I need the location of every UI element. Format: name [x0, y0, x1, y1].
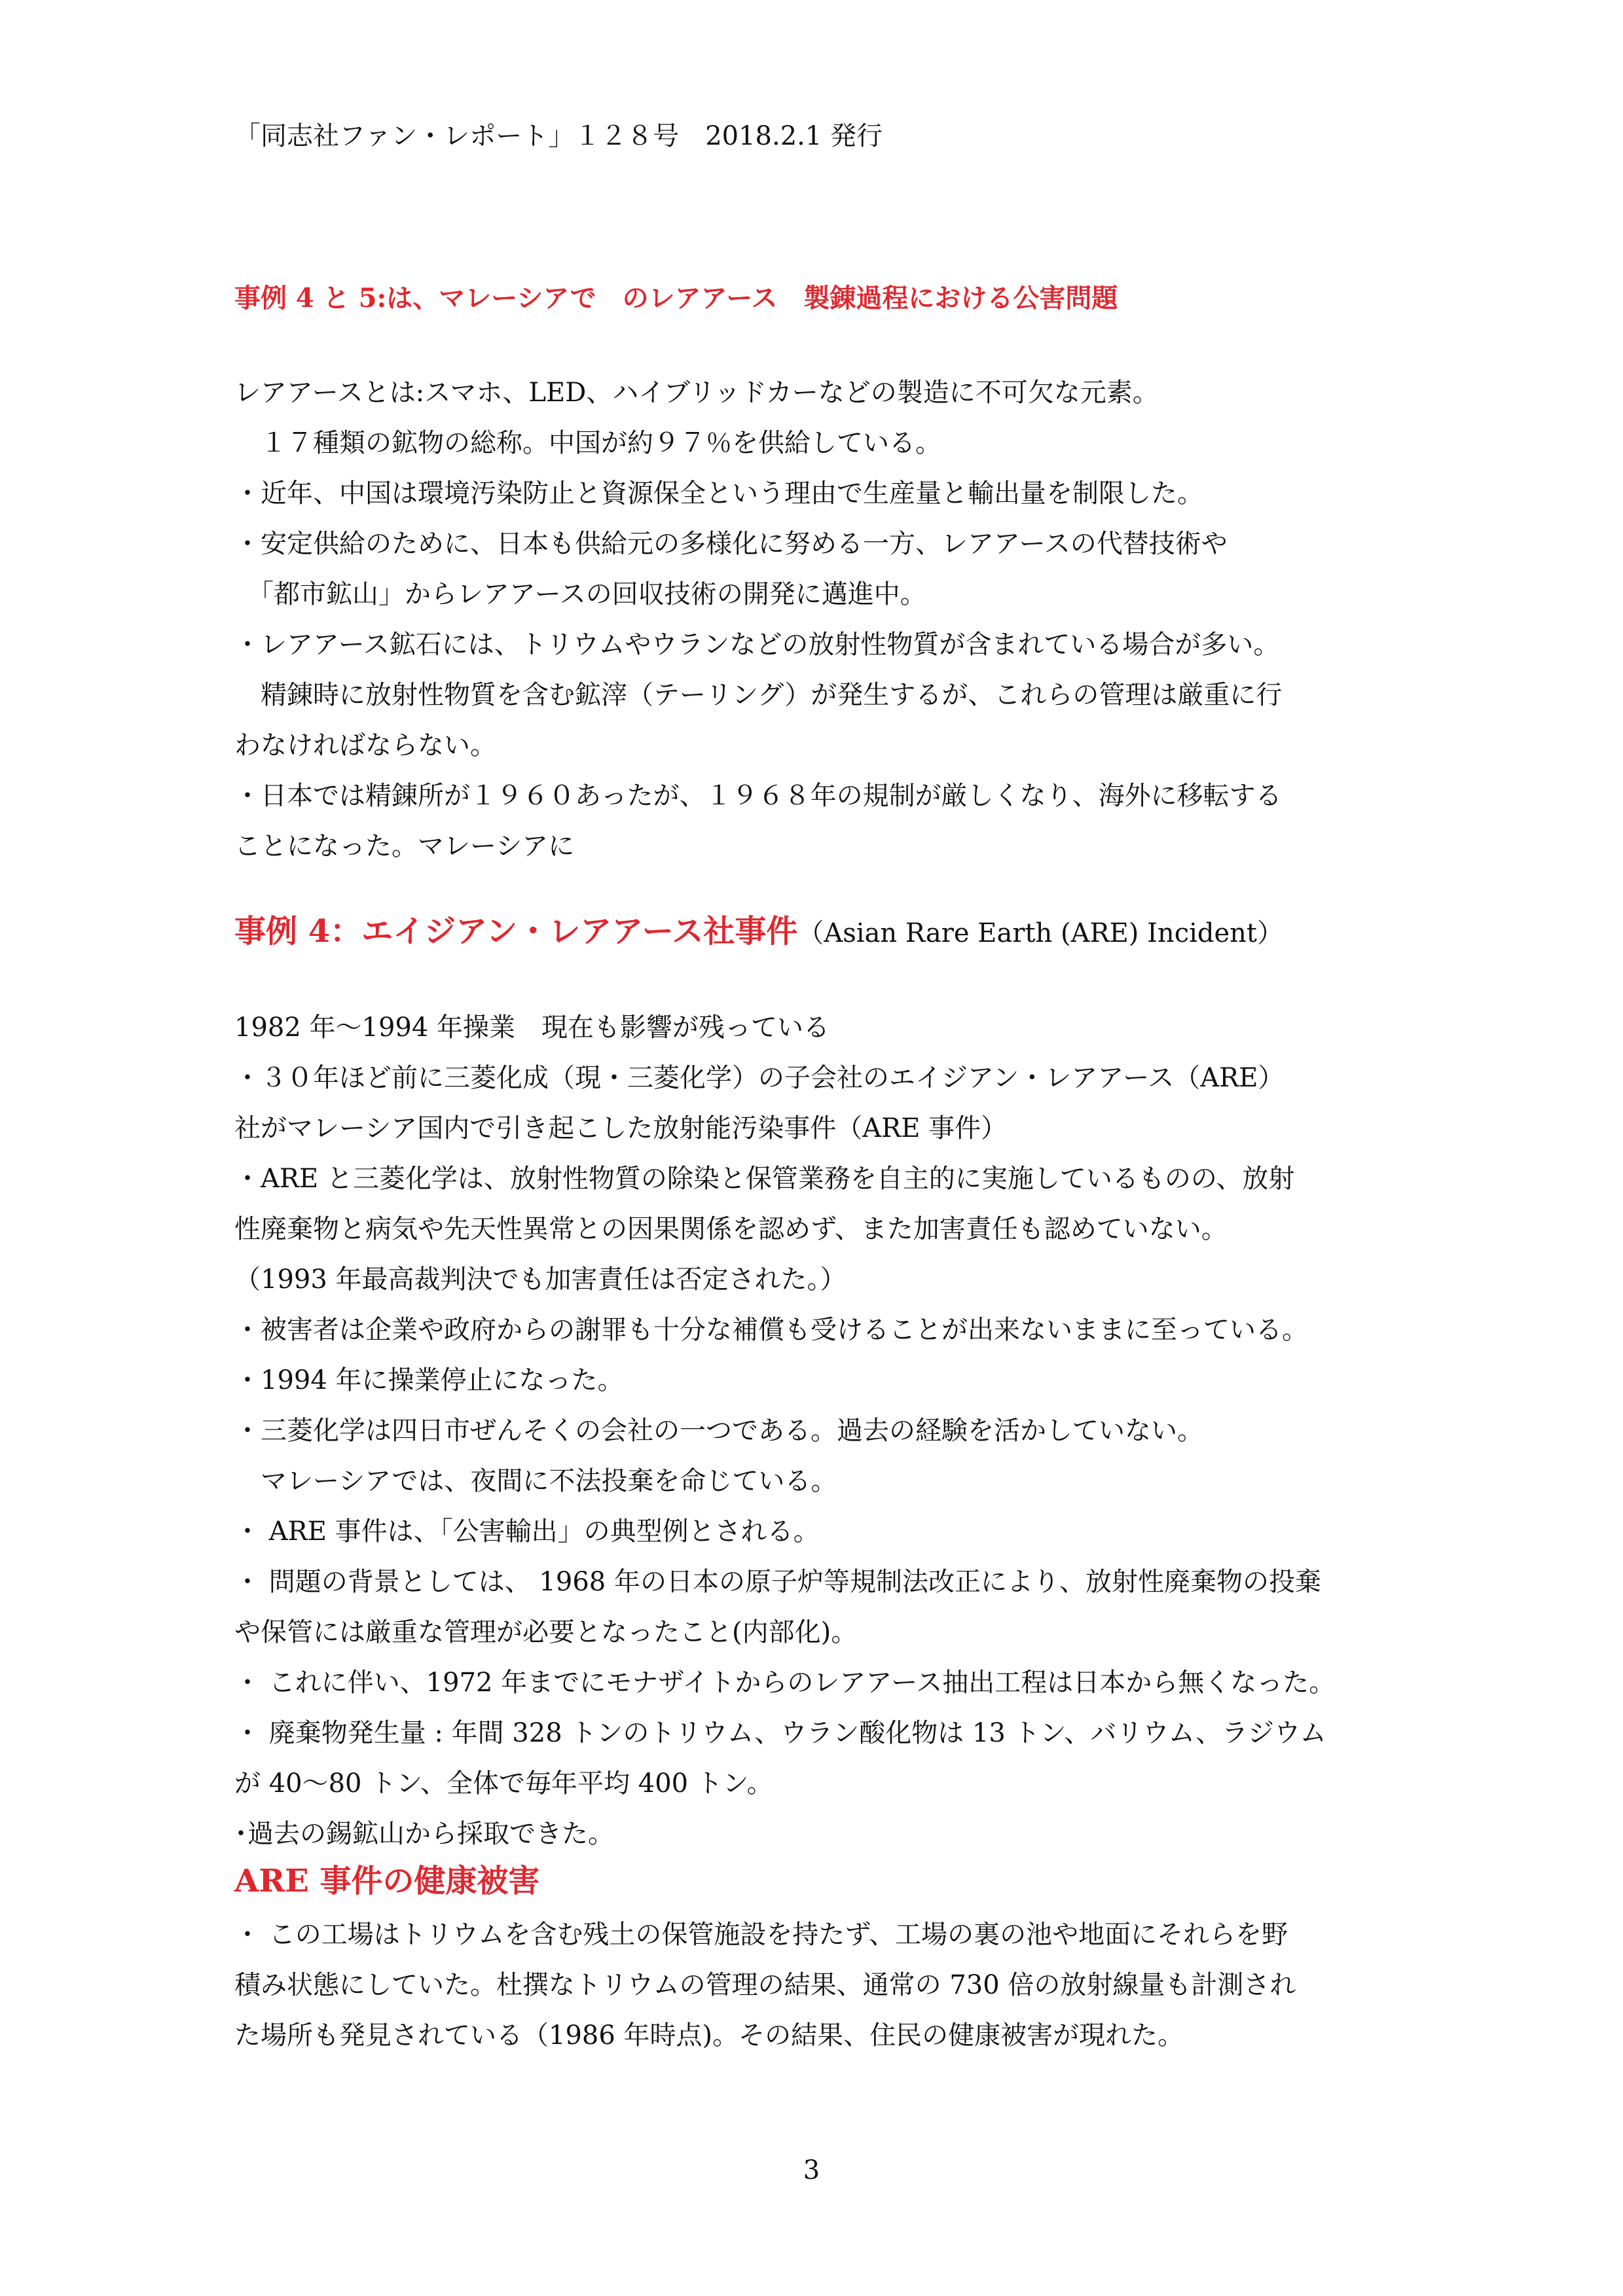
section2-line: 1982 年〜1994 年操業 現在も影響が残っている — [234, 1013, 830, 1043]
section1-line: 「都市鉱山」からレアアースの回収技術の開発に邁進中。 — [234, 579, 926, 609]
section2-line: （1993 年最高裁判決でも加害責任は否定された。） — [234, 1265, 847, 1295]
section2-line: 社がマレーシア国内で引き起こした放射能汚染事件（ARE 事件） — [234, 1113, 1008, 1143]
section1-line: １７種類の鉱物の総称。中国が約９７％を供給している。 — [234, 428, 941, 458]
section1-line: レアアースとは:スマホ、LED、ハイブリッドカーなどの製造に不可欠な元素。 — [234, 378, 1159, 408]
section2-line: ・被害者は企業や政府からの謝罪も十分な補償も受けることが出来ないままに至っている。 — [234, 1315, 1308, 1345]
section1-line: ・安定供給のために、日本も供給元の多様化に努める一方、レアアースの代替技術や — [234, 529, 1228, 559]
section2-line: ･過去の錫鉱山から採取できた。 — [234, 1819, 614, 1849]
section2-line: ・３０年ほど前に三菱化成（現・三菱化学）の子会社のエイジアン・レアアース（ARE） — [234, 1063, 1285, 1093]
section2-line: ・ARE と三菱化学は、放射性物質の除染と保管業務を自主的に実施しているものの、放射 — [234, 1164, 1295, 1194]
section2-line: や保管には厳重な管理が必要となったこと(内部化)。 — [234, 1617, 858, 1647]
section2-line: マレーシアでは、夜間に不法投棄を命じている。 — [234, 1466, 837, 1496]
section2-line: ・ ARE 事件は、「公害輸出」の典型例とされる。 — [234, 1516, 820, 1547]
section3-line: ・ この工場はトリウムを含む残土の保管施設を持たず、工場の裏の池や地面にそれらを野 — [234, 1920, 1288, 1950]
section2-line: ・ これに伴い、1972 年までにモナザイトからのレアアース抽出工程は日本から無くなった。 — [234, 1668, 1336, 1698]
section1-line: 精錬時に放射性物質を含む鉱滓（テーリング）が発生するが、これらの管理は厳重に行 — [234, 680, 1283, 710]
section2-line: ・ 問題の背景としては、 1968 年の日本の原子炉等規制法改正により、放射性廃棄物の投棄 — [234, 1567, 1321, 1597]
section3-line: 積み状態にしていた。杜撰なトリウムの管理の結果、通常の 730 倍の放射線量も計測され — [234, 1970, 1296, 2000]
newsletter-header: 「同志社ファン・レポート」１２８号 2018.2.1 発行 — [234, 121, 883, 151]
section2-line: ・ 廃棄物発生量 : 年間 328 トンのトリウム、ウラン酸化物は 13 トン、バリウム、ラジウム — [234, 1718, 1326, 1748]
section1-line: ことになった。マレーシアに — [234, 831, 575, 861]
section2-heading-subtitle: （Asian Rare Earth (ARE) Incident） — [797, 918, 1283, 948]
section2-heading-title: 事例 4：エイジアン・レアアース社事件 — [234, 913, 798, 950]
section2-line: ・1994 年に操業停止になった。 — [234, 1365, 624, 1395]
section1-line: わなければならない。 — [234, 730, 496, 761]
page-number: 3 — [803, 2155, 820, 2185]
section3-heading: ARE 事件の健康被害 — [234, 1863, 540, 1899]
section2-line: 性廃棄物と病気や先天性異常との因果関係を認めず、また加害責任も認めていない。 — [234, 1214, 1228, 1244]
section2-heading — [234, 913, 1413, 952]
section1-line: ・近年、中国は環境汚染防止と資源保全という理由で生産量と輸出量を制限した。 — [234, 478, 1203, 509]
section3-line: た場所も発見されている（1986 年時点)。その結果、住民の健康被害が現れた。 — [234, 2020, 1184, 2051]
section2-line: が 40〜80 トン、全体で毎年平均 400 トン。 — [234, 1768, 773, 1799]
section1-heading: 事例 4 と 5:は、マレーシアで のレアアース 製錬過程における公害問題 — [234, 283, 1118, 314]
section1-line: ・日本では精錬所が１９６０あったが、１９６８年の規制が厳しくなり、海外に移転する — [234, 781, 1282, 811]
section2-line: ・三菱化学は四日市ぜんそくの会社の一つである。過去の経験を活かしていない。 — [234, 1416, 1203, 1446]
section1-line: ・レアアース鉱石には、トリウムやウランなどの放射性物質が含まれている場合が多い。 — [234, 630, 1280, 660]
